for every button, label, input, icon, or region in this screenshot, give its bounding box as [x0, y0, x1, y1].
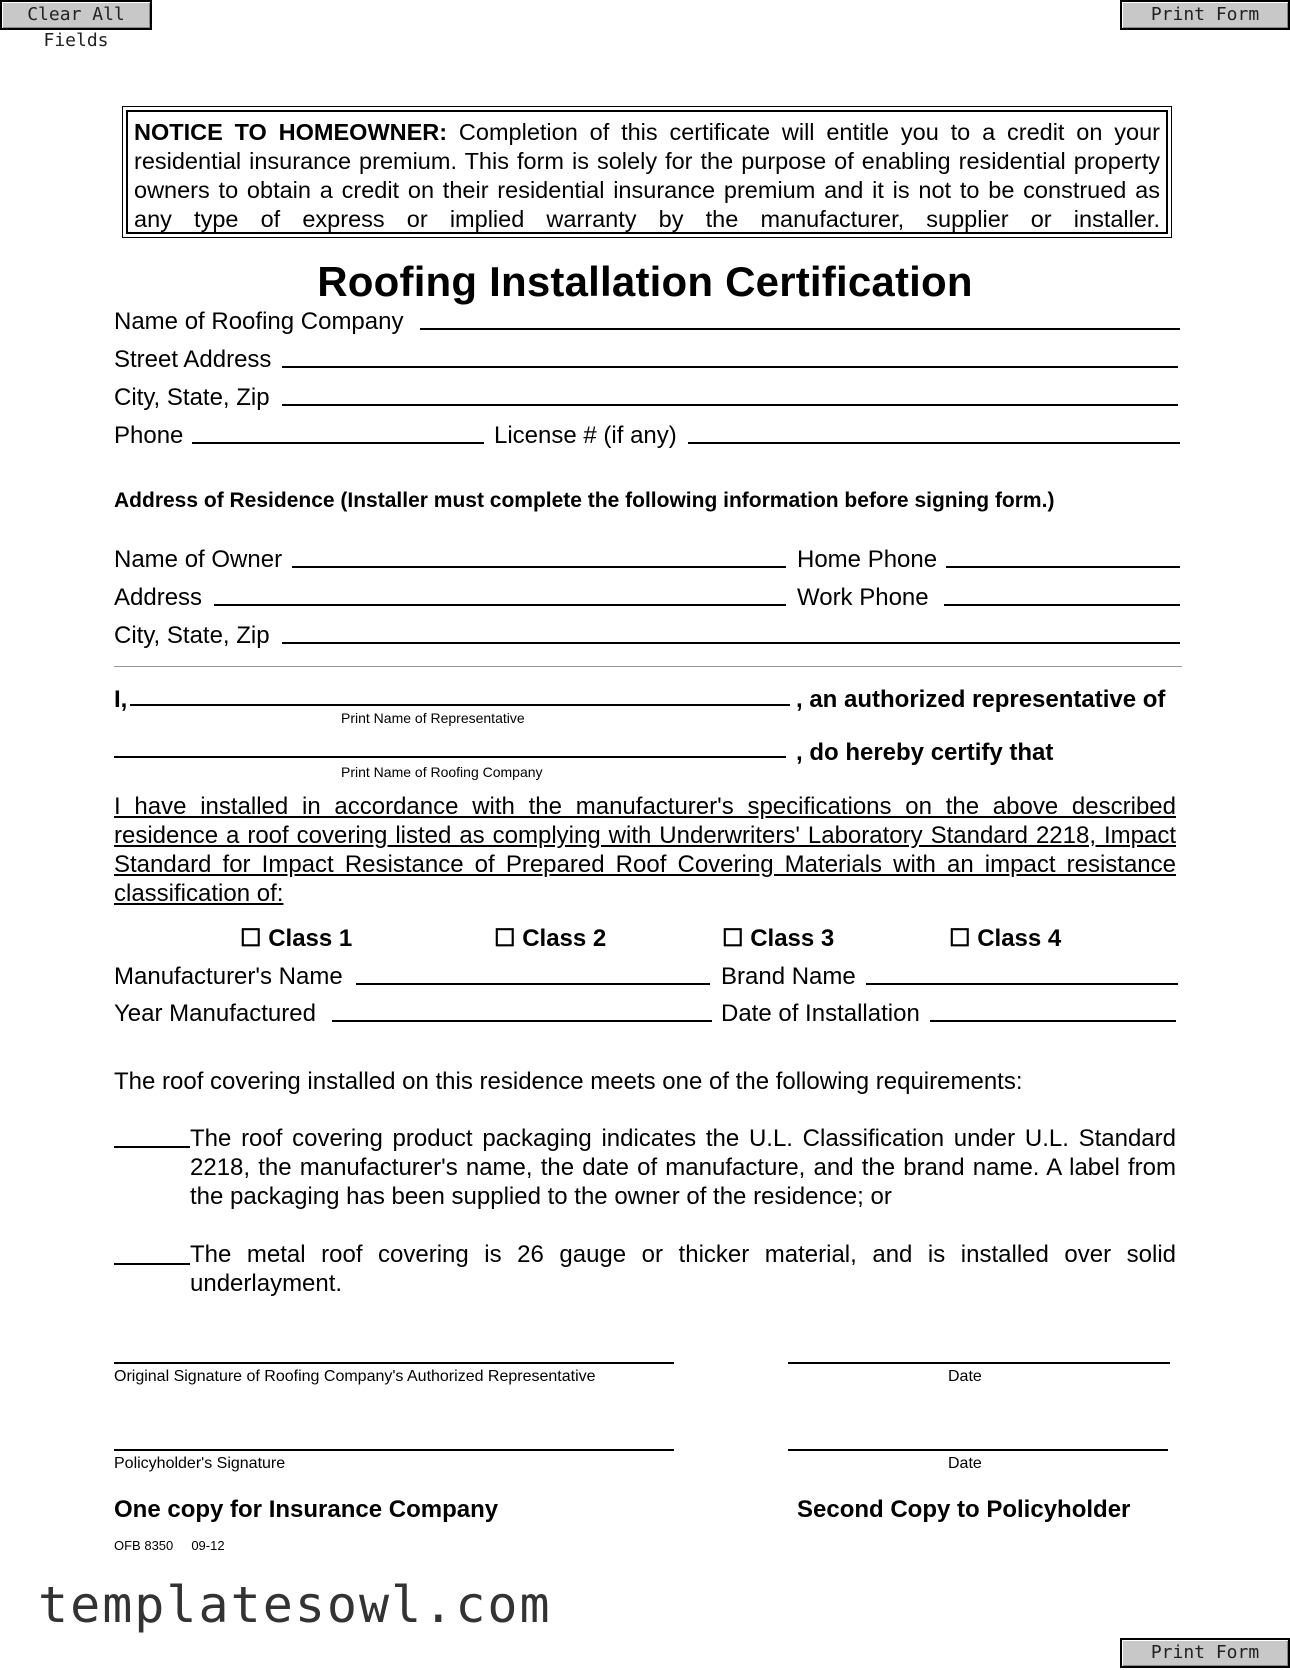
installation-date-label: Date of Installation: [721, 1000, 920, 1027]
installation-date-field[interactable]: [930, 1020, 1176, 1022]
policyholder-copy-label: Second Copy to Policyholder: [797, 1496, 1131, 1523]
checkbox-icon[interactable]: ☐: [722, 925, 751, 952]
company-city-field[interactable]: [282, 404, 1178, 406]
class-4-label: Class 4: [977, 925, 1062, 952]
print-form-button-bottom[interactable]: Print Form: [1120, 1638, 1290, 1668]
watermark-text: templatesowl.com: [38, 1576, 552, 1634]
date-1-caption: Date: [948, 1368, 982, 1385]
residence-heading: Address of Residence (Installer must complete the following information before signing form.): [114, 489, 1055, 512]
notice-heading: NOTICE TO HOMEOWNER:: [134, 119, 448, 145]
policyholder-signature-field[interactable]: [114, 1449, 674, 1451]
company-name-label: Name of Roofing Company: [114, 308, 404, 335]
date-2-caption: Date: [948, 1455, 982, 1472]
option-1-mark-field[interactable]: [114, 1146, 190, 1148]
owner-name-field[interactable]: [292, 566, 786, 568]
section-divider: [114, 666, 1182, 667]
requirements-intro: The roof covering installed on this residence meets one of the following requirements:: [114, 1068, 1023, 1095]
class-4-option[interactable]: [949, 924, 1061, 953]
manufacturer-field[interactable]: [356, 983, 710, 985]
roofing-company-print-field[interactable]: [114, 756, 786, 758]
clear-all-fields-button[interactable]: Clear All Fields: [0, 0, 152, 30]
company-certify-suffix: , do hereby certify that: [796, 739, 1054, 766]
street-address-field[interactable]: [282, 366, 1178, 368]
home-phone-label: Home Phone: [797, 546, 938, 573]
class-3-option[interactable]: [722, 924, 834, 953]
company-name-field[interactable]: [420, 328, 1180, 330]
work-phone-field[interactable]: [944, 604, 1180, 606]
checkbox-icon[interactable]: ☐: [240, 925, 269, 952]
class-1-option[interactable]: [240, 924, 352, 953]
owner-name-label: Name of Owner: [114, 546, 283, 573]
representative-caption: Print Name of Representative: [341, 710, 525, 726]
class-2-label: Class 2: [522, 925, 607, 952]
date-2-field[interactable]: [788, 1449, 1168, 1451]
form-number: OFB 8350 09-12: [114, 1538, 225, 1553]
checkbox-icon[interactable]: ☐: [949, 925, 978, 952]
license-field[interactable]: [688, 442, 1180, 444]
option-2-text: The metal roof covering is 26 gauge or thicker material, and is installed over solid underlayment.: [190, 1241, 1176, 1297]
representative-name-field[interactable]: [130, 704, 790, 706]
certification-statement: I have installed in accordance with the manufacturer's specifications on the above described residence a roof covering listed as complying with Underwriters' Laboratory Standard 2218, Impact Standard for Impact Resistance of Prepared Roof Covering Materials with an impact resistance classification of:: [114, 793, 1176, 907]
class-2-option[interactable]: [494, 924, 606, 953]
representative-signature-field[interactable]: [114, 1362, 674, 1364]
option-2-mark-field[interactable]: [114, 1263, 190, 1265]
certify-i-label: I,: [114, 686, 128, 713]
phone-label: Phone: [114, 422, 184, 449]
year-field[interactable]: [332, 1020, 712, 1022]
year-label: Year Manufactured: [114, 1000, 316, 1027]
brand-field[interactable]: [866, 983, 1178, 985]
print-form-button-top[interactable]: Print Form: [1120, 0, 1290, 30]
company-city-label: City, State, Zip: [114, 384, 270, 411]
representative-signature-caption: Original Signature of Roofing Company's Authorized Representative: [114, 1368, 596, 1385]
residence-city-field[interactable]: [282, 642, 1180, 644]
insurance-copy-label: One copy for Insurance Company: [114, 1496, 499, 1523]
class-3-label: Class 3: [750, 925, 835, 952]
page-title: Roofing Installation Certification: [317, 258, 973, 305]
brand-label: Brand Name: [721, 963, 856, 990]
date-1-field[interactable]: [788, 1362, 1170, 1364]
license-label: License # (if any): [494, 422, 677, 449]
residence-address-field[interactable]: [214, 604, 786, 606]
class-1-label: Class 1: [268, 925, 353, 952]
residence-address-label: Address: [114, 584, 203, 611]
policyholder-signature-caption: Policyholder's Signature: [114, 1455, 286, 1472]
notice-body: Completion of this certificate will entitle you to a credit on your residential insurance premium. This form is solely for the purpose of enabling residential property owners to obtain a credit on their residential insurance premium and it is not to be construed as any type of express or implied warranty by the manufacturer, supplier or installer.: [134, 119, 1160, 232]
notice-box: [122, 106, 1172, 238]
street-address-label: Street Address: [114, 346, 272, 373]
company-print-caption: Print Name of Roofing Company: [341, 764, 543, 780]
representative-suffix: , an authorized representative of: [796, 686, 1166, 713]
work-phone-label: Work Phone: [797, 584, 929, 611]
option-1-text: The roof covering product packaging indicates the U.L. Classification under U.L. Standard 2218, the manufacturer's name, the date of manufacture, and the brand name. A label from the packaging has been supplied to the owner of the residence; or: [190, 1125, 1176, 1210]
notice-text: [126, 110, 1168, 234]
checkbox-icon[interactable]: ☐: [494, 925, 523, 952]
residence-city-label: City, State, Zip: [114, 622, 270, 649]
home-phone-field[interactable]: [946, 566, 1180, 568]
manufacturer-label: Manufacturer's Name: [114, 963, 343, 990]
phone-field[interactable]: [192, 442, 484, 444]
